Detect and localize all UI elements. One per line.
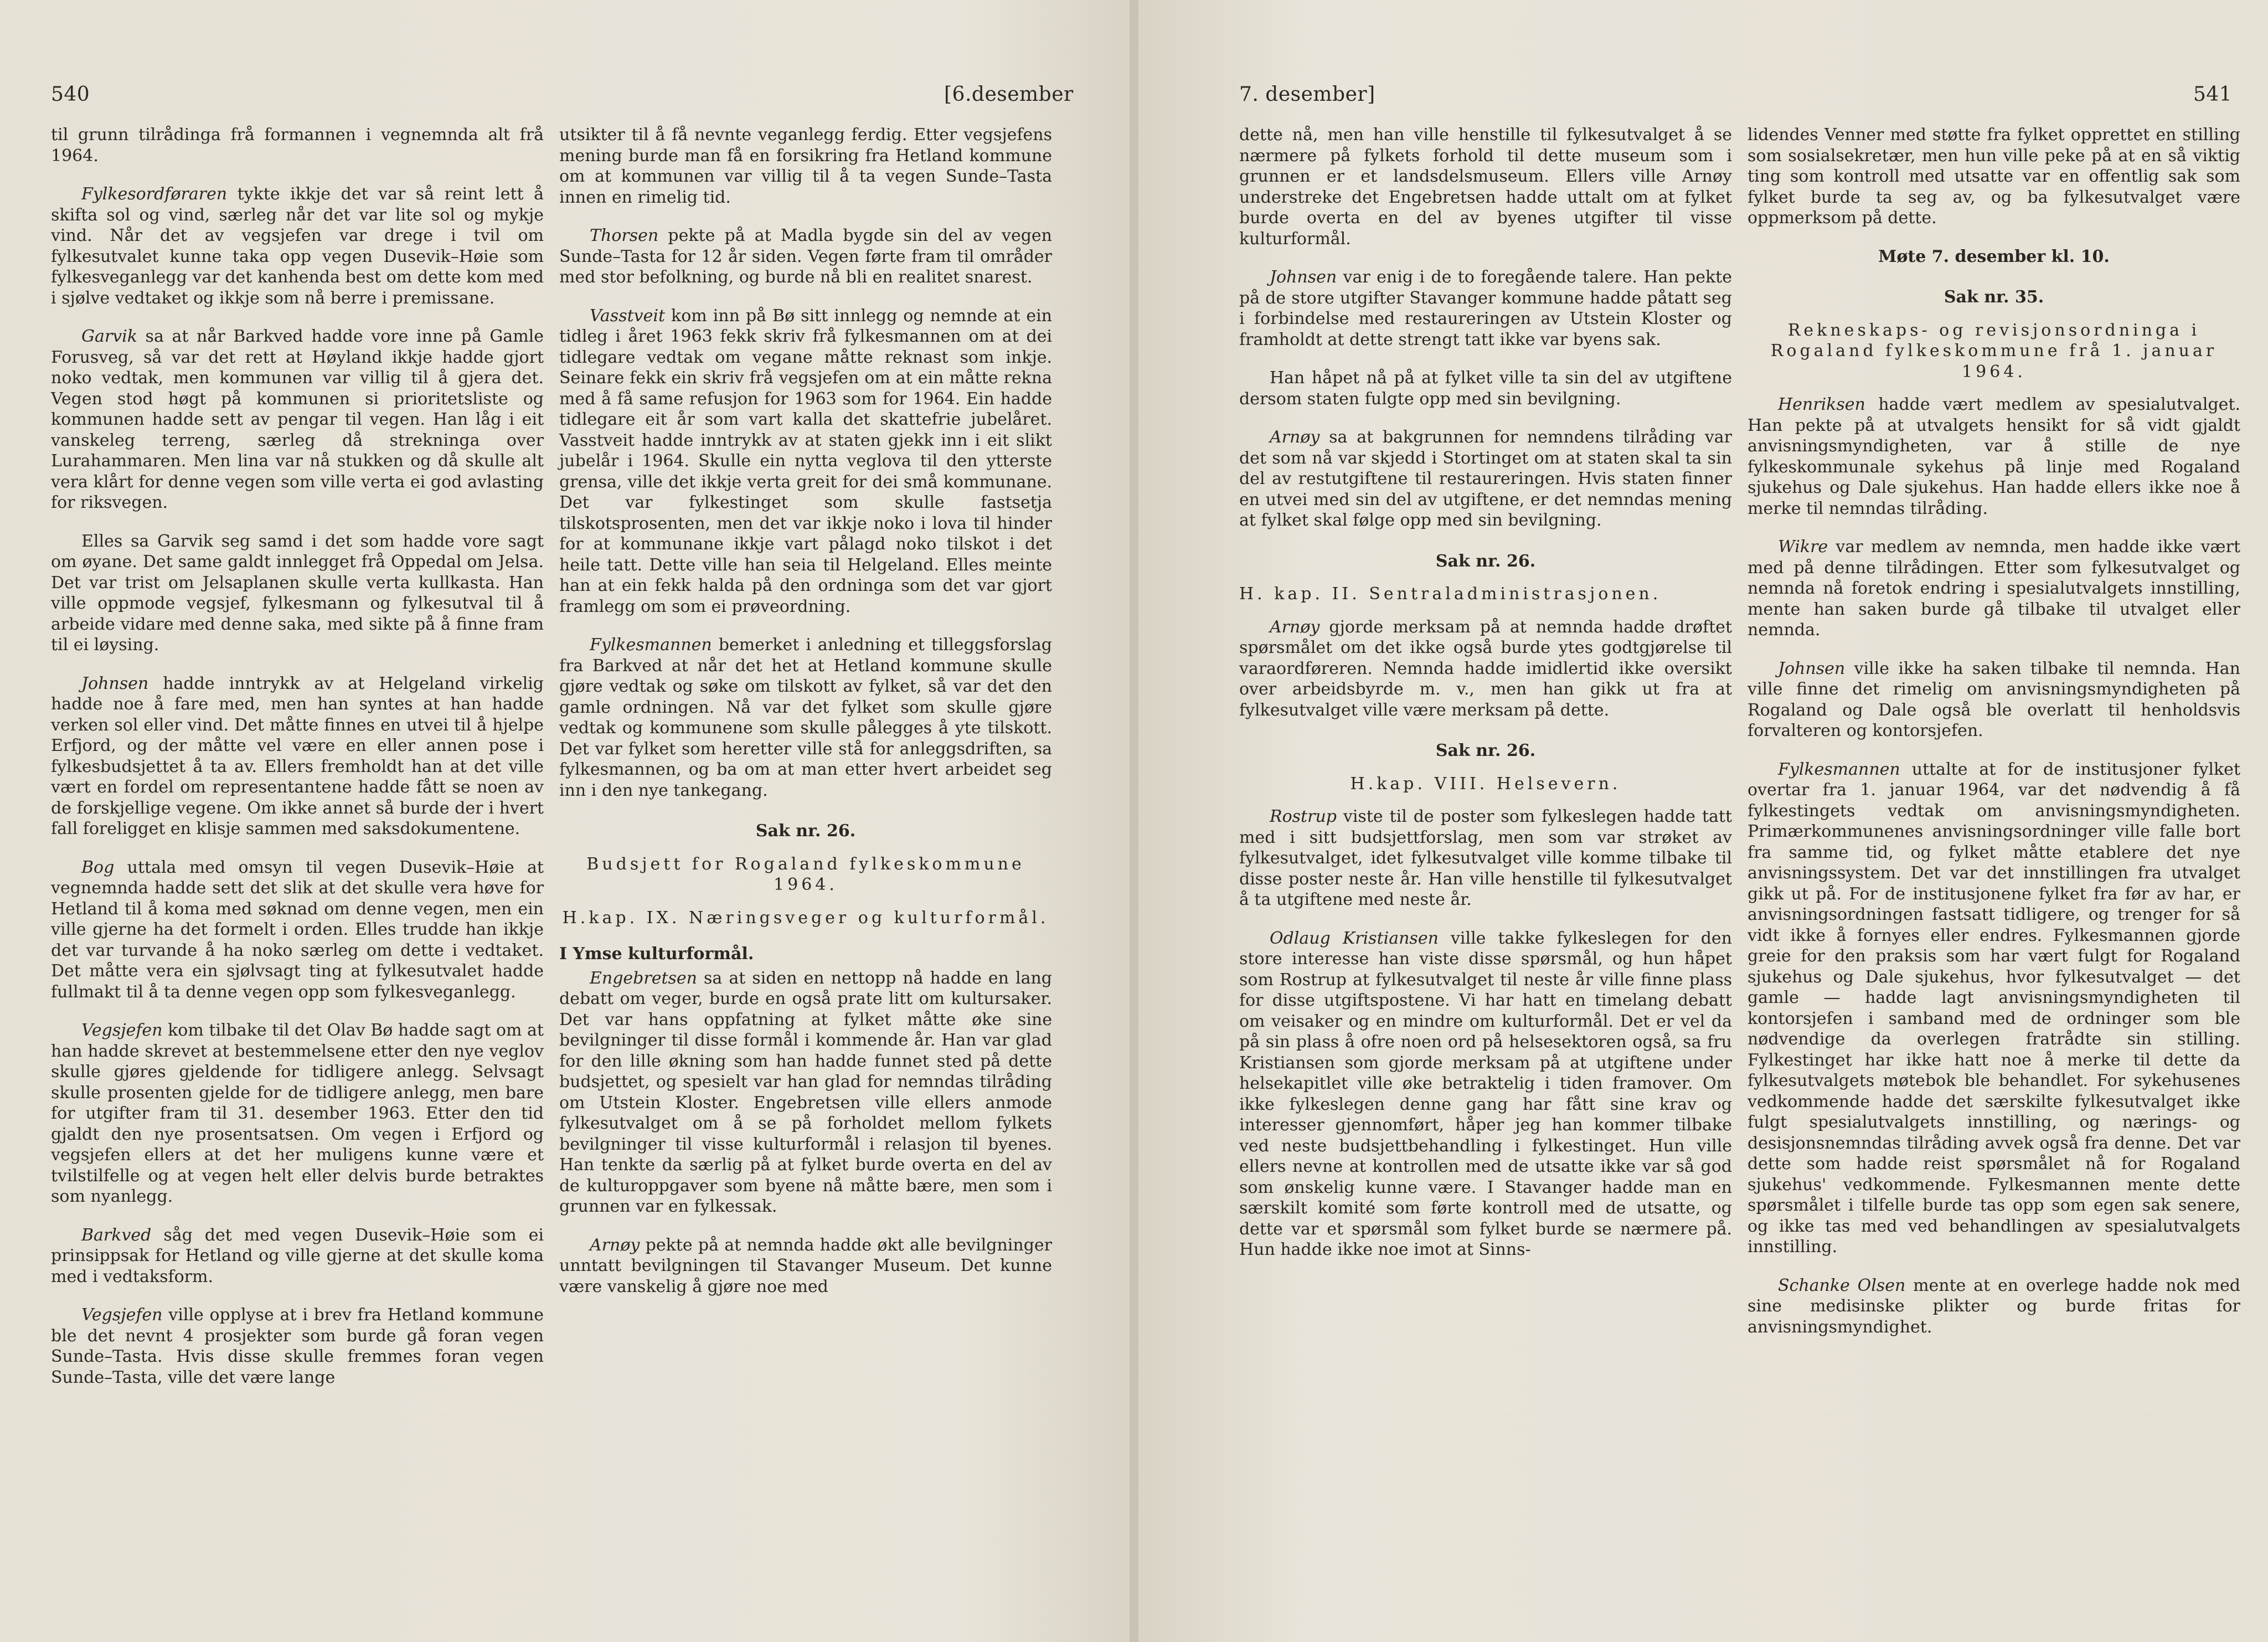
speaker-name: Arnøy: [590, 1235, 640, 1255]
paragraph: [51, 673, 544, 840]
page-number-left: 540: [51, 83, 90, 106]
paragraph: [1748, 759, 2240, 1258]
chapter-title-3: H.kap. VIII. Helsevern.: [1350, 774, 1621, 794]
paragraph-text: tykte ikkje det var så reint lett å skifta sol og vind, særleg når det var lite sol og mykje vind. Når det av vegsjefen var drege i tvil om fylkesutvalet kunne taka opp vegen Dusevik–Høie som fylkesveganlegg var det kanhenda best om dette kom med i sjølve vedtaket og ikkje som nå berre i premissane.: [51, 184, 544, 308]
paragraph-text: hadde inntrykk av at Helgeland virkelig hadde noe å fare med, men han syntes at han hadde verken sol eller vind. Det måtte finnes en utvei til å hjelpe Erfjord, og der måtte vel være en eller annen pose i fylkesbudsjettet å ta av. Ellers fremholdt han at det ville vært en fordel om representantene hadde fått se noen av de forskjellige vegene. Om ikke annet så burde der i hvert fall foreligget en klisje sammen med saksdokumentene.: [51, 673, 544, 838]
paragraph-text: sa at når Barkved hadde vore inne på Gamle Forusveg, så var det rett at Høyland ikkje hadde gjort noko vedtak, men kommunen var villig til å gjera det. Vegen stod høgt på kommunen si prioritetsliste og kommunen hadde sett av pengar til vegen. Han låg i eit vanskeleg terreng, særleg då strekninga over Lurahammaren. Men lina var nå stukken og då skulle alt vera klårt for denne vegen som ville verta ei god avlasting for riksvegen.: [51, 327, 544, 512]
speaker-name: Fylkesmannen: [1778, 759, 1900, 779]
paragraph-text: bemerket i anledning et tilleggsforslag fra Barkved at når det het at Hetland kommune skulle gjøre vedtak og søke om tilskott av fylket, så var det den gamle ordningen. Nå var det fylket som skulle gjøre vedtak og kommunene som skulle pålegges å yte tilskott. Det var fylket som heretter ville stå for anleggsdriften, sa fylkesmannen, og ba om at man etter hvert arbeidet seg inn i den nye tankegang.: [559, 635, 1052, 800]
speaker-name: Schanke Olsen: [1778, 1275, 1906, 1295]
paragraph-text: kom tilbake til det Olav Bø hadde sagt om at han hadde skrevet at bestemmelsene etter den nye veglov skulle gjøres gjeldende for tidligere anlegg. Selvsagt skulle prosenten gjelde for de tidligere anlegg, men bare for utgifter fram til 31. desember 1963. Etter den tid gjaldt den nye prosentsatsen. Om vegen i Erfjord og vegsjefen ellers at det her muligens kunne være et tvilstilfelle og at vegen helt eller delvis burde betraktes som nyanlegg.: [51, 1021, 544, 1206]
column-4-part-a: [1748, 125, 2240, 229]
paragraph-text: utsikter til å få nevnte veganlegg ferdig. Etter vegsjefens mening burde man få en forsikring fra Hetland kommune om at kommunen var villig til å ta vegen Sunde–Tasta innen en rimelig tid.: [559, 125, 1052, 207]
paragraph-text: ville ikke ha saken tilbake til nemnda. Han ville finne det rimelig om anvisningsmyndigheten på Rogaland og Dale også ble overlatt til henholdsvis forvalteren og kontorsjefen.: [1748, 658, 2240, 740]
book-gutter: [1130, 0, 1138, 1642]
speaker-name: Vasstveit: [590, 306, 665, 326]
sak-heading-3: Sak nr. 26.: [1435, 741, 1536, 760]
meeting-heading: Møte 7. desember kl. 10.: [1878, 246, 2110, 266]
paragraph: [51, 1020, 544, 1207]
speaker-name: Fylkesordføraren: [81, 184, 228, 204]
paragraph-text: sa at bakgrunnen for nemndens tilråding var det som nå var skjedd i Stortinget om at staten skal ta sin del av restutgiftene til restaureringen. Hvis staten finner en utvei med sin del av utgiftene, er det nemndas mening at fylket skal følge opp med sin bevilgning.: [1239, 428, 1732, 530]
column-3-part-c: [1239, 806, 1732, 1260]
speaker-name: Barkved: [81, 1225, 152, 1245]
paragraph-text: hadde vært medlem av spesialutvalget. Han pekte på at utvalgets hensikt for så vidt gjaldt anvisningsmyndigheten, var å stille de nye fylkeskommunale sykehus på linje med Rogaland sjukehus og Dale sjukehus. Han hadde ellers ikke noe å merke til nemndas tilråding.: [1748, 395, 2240, 518]
column-2-part-b: [559, 968, 1052, 1298]
paragraph-text: uttala med omsyn til vegen Dusevik–Høie at vegnemnda hadde sett det slik at det skulle vera høve for Hetland til å koma med søknad om denne vegen, men ein ville gjerne ha det formelt i orden. Elles trudde han ikkje det var turvande å ha noko særleg om dette i vedtaket. Det måtte vera ein sjølvsagt ting at fylkesutvalet hadde fullmakt til å ta denne vegen opp som fylkesveganlegg.: [51, 857, 544, 1002]
column-2: [559, 125, 1052, 1315]
paragraph-text: sa at siden en nettopp nå hadde en lang debatt om veger, burde en også prate litt om kultursaker. Det var hans oppfatning at fylket måtte øke sine bevilgninger til disse formål i kommende år. Han var glad for den lille økning som han hadde funnet sted på dette budsjettet, og spesielt var han glad for nemndas tilråding om Utstein Kloster. Engebretsen ville ellers anmode fylkesutvalget om å se på forholdet mellom fylkets bevilgninger til visse kulturformål i relasjon til byenes. Han tenkte da særlig på at fylket burde overta en del av de kulturoppgaver som byene nå måtte bære, men som i grunnen var en fylkessak.: [559, 968, 1052, 1216]
paragraph: [1748, 125, 2240, 229]
paragraph-text: Elles sa Garvik seg samd i det som hadde vore sagt om øyane. Det same galdt innlegget frå Oppedal om Jelsa. Det var trist om Jelsaplanen skulle verta kullkasta. Han ville oppmode vegsjef, fylkesmann og fylkesutval til å arbeide vidare med denne saka, med sikte på å finne fram til ei løysing.: [51, 531, 544, 655]
paragraph-text: uttalte at for de institusjoner fylket overtar fra 1. januar 1964, var det nødvendig å få fylkestingets vedtak om anvisningsmyndigheten. Primærkommunenes anvisningsordninger ville falle bort fra samme tid, og fylket måtte etablere det nye anvisningssystem. Det var det innstillingen fra utvalget gikk ut på. For de institusjonene fylket fra før av har, er anvisningsordningen fastsatt tidligere, og trenger for så vidt ikke å fornyes eller endres. Fylkesmannen gjorde greie for den praksis som har vært fulgt for Rogaland sjukehus og Dale sjukehus, hvor fylkesutvalget — det gamle — hadde lagt anvisningsmyndigheten til kontorsjefen i samband med de ordninger som ble nødvendige da overlegen fratrådte sin stilling. Fylkestinget har ikke hatt noe å merke til dette da fylkesutvalgets møtebok ble behandlet. For sykehusenes vedkommende hadde det særskilte fylkesutvalget ikke fulgt spesialutvalgets innstilling, og nærings- og desisjonsnemndas tilråding avvek også fra denne. Det var dette som hadde reist spørsmålet nå for Rogaland sjukehus' vedkommende. Fylkesmannen mente dette spørsmålet i tilfelle burde tas opp som egen sak senere, og ikke tas med ved behandlingen av spesialutvalgets innstilling.: [1748, 759, 2240, 1257]
speaker-name: Thorsen: [590, 226, 659, 245]
paragraph: [559, 225, 1052, 288]
paragraph: [51, 1305, 544, 1388]
paragraph: [51, 531, 544, 656]
sak-35-heading: Sak nr. 35.: [1944, 287, 2044, 307]
paragraph: [1239, 806, 1732, 910]
paragraph-text: lidendes Venner med støtte fra fylket opprettet en stilling som sosialsekretær, men hun ville peke på at en så viktig ting som kontroll med utsatte var en offentlig sak som fylket burde ta seg av, og ba fylkesutvalget være oppmerksom på dette.: [1748, 125, 2240, 228]
budget-title: Budsjett for Rogaland fylkeskommune 1964.: [586, 854, 1025, 894]
paragraph: [51, 857, 544, 1003]
paragraph: [1748, 1275, 2240, 1338]
paragraph-text: gjorde merksam på at nemnda hadde drøftet spørsmålet om det ikke også burde ytes godtgjørelse til varaordføreren. Nemnda hadde imidlertid ikke oversikt over arbeidsbyrde m. v., men han gikk ut fra at fylkesutvalget ville være merksam på dette.: [1239, 617, 1732, 720]
running-head-left: [6.desember: [944, 83, 1074, 106]
column-3-part-b: [1239, 617, 1732, 721]
chapter-title: H.kap. IX. Næringsveger og kulturformål.: [562, 908, 1049, 928]
column-4: [1748, 125, 2240, 1355]
paragraph: [1239, 928, 1732, 1260]
paragraph-text: viste til de poster som fylkeslegen hadde tatt med i sitt budsjettforslag, men som var strøket av fylkesutvalget, idet fylkesutvalget ville komme tilbake til disse poster neste år. Han ville henstille til fylkesutvalget å ta utgiftene med neste år.: [1239, 807, 1732, 909]
speaker-name: Vegsjefen: [81, 1305, 163, 1325]
paragraph-text: såg det med vegen Dusevik–Høie som ei prinsippsak for Hetland og ville gjerne at det skulle koma med i vedtaksform.: [51, 1225, 544, 1286]
paragraph: [559, 306, 1052, 617]
chapter-title-2: H. kap. II. Sentraladministrasjonen.: [1239, 584, 1662, 604]
left-page: [0, 0, 1130, 1642]
column-2-part-a: [559, 125, 1052, 801]
speaker-name: Arnøy: [1270, 617, 1320, 637]
paragraph-text: ville takke fylkeslegen for den store interesse han viste disse spørsmål, og hun håpet som Rostrup at fylkesutvalget til neste år ville finne plass for disse utgiftspostene. Vi har hatt en timelang debatt om veisaker og en mindre om kulturformål. Det er vel da på sin plass å ofre noen ord på helsesektoren også, sa fru Kristiansen som gjorde merksam på at utgiftene under helsekapitlet ville øke betraktelig i tiden framover. Om ikke fylkeslegen denne gang har fått sine krav og interesser gjennomført, håper jeg han kommer tilbake ved neste budsjettbehandling i fylkestinget. Hun ville ellers nevne at kontrollen med de utsatte ikke var så god som ønskelig kunne være. I Stavanger hadde man en særskilt komité som førte kontroll med de utsatte, og dette var et spørsmål som fylket burde se nærmere på. Hun hadde ikke noe imot at Sinns-: [1239, 928, 1733, 1259]
subheading: I Ymse kulturformål.: [559, 944, 754, 964]
paragraph-text: kom inn på Bø sitt innlegg og nemnde at ein tidleg i året 1963 fekk skriv frå fylkesmannen om at dei tidlegare vedtak om vegane måtte reknast som inkje. Seinare fekk ein skriv frå vegsjefen om at ein måtte rekna med å få same refusjon for 1963 som for 1964. Ein hadde tidlegare eit år som vart kalla det skattefrie jubelåret. Vasstveit hadde inntrykk av at staten gjekk inn i eit slikt jubelår i 1964. Skulle ein nytta veglova til den ytterste grensa, ville det ikkje verta greit for dei små kommunane. Det var fylkestinget som skulle fastsetja tilskotsprosenten, men det var ikkje noko i lova til hinder for at kommunane ikkje vart pålagd noko tilskot i det heile tatt. Dette ville han seia til Helgeland. Elles meinte han at ein fekk halda på den ordninga som det var gjort framlegg om som ei prøveordning.: [559, 306, 1052, 616]
speaker-name: Engebretsen: [590, 968, 698, 988]
speaker-name: Odlaug Kristiansen: [1270, 928, 1439, 948]
speaker-name: Henriksen: [1778, 395, 1865, 414]
speaker-name: Johnsen: [1270, 267, 1337, 287]
paragraph: [51, 184, 544, 308]
paragraph-text: var enig i de to foregående talere. Han pekte på de store utgifter Stavanger kommune hadde påtatt seg i forbindelse med restaureringen av Utstein Kloster og framholdt at dette strengt tatt ikke var byens sak.: [1239, 267, 1732, 349]
speaker-name: Rostrup: [1270, 807, 1337, 826]
paragraph: [1748, 537, 2240, 641]
paragraph: [1239, 267, 1732, 350]
sak-heading: Sak nr. 26.: [755, 821, 856, 841]
sak-heading-2: Sak nr. 26.: [1435, 551, 1536, 571]
paragraph-text: dette nå, men han ville henstille til fylkesutvalget å se nærmere på fylkets forhold til dette museum som i grunnen er et landsdelsmuseum. Ellers ville Arnøy understreke det Engebretsen hadde uttalt om at fylket burde overta en del av byenes utgifter til visse kulturformål.: [1239, 125, 1732, 249]
paragraph: [1239, 617, 1732, 721]
speaker-name: Bog: [81, 857, 115, 877]
running-head-right: 7. desember]: [1239, 83, 1375, 106]
paragraph-text: pekte på at Madla bygde sin del av vegen Sunde–Tasta for 12 år siden. Vegen førte fram til områder med stor befolkning, og burde nå bli en realitet snarest.: [559, 226, 1052, 287]
paragraph: [1748, 658, 2240, 742]
sak-35-title: Rekneskaps- og revisjonsordninga i Rogaland fylkeskommune frå 1. januar 1964.: [1770, 320, 2218, 382]
paragraph: [559, 1235, 1052, 1298]
speaker-name: Vegsjefen: [81, 1021, 163, 1040]
paragraph-text: til grunn tilrådinga frå formannen i vegnemnda alt frå 1964.: [51, 125, 544, 166]
speaker-name: Johnsen: [1778, 658, 1846, 678]
paragraph: [51, 326, 544, 513]
paragraph: [559, 968, 1052, 1217]
column-3: [1239, 125, 1732, 1278]
paragraph: [1239, 125, 1732, 249]
right-page: [1138, 0, 2268, 1642]
paragraph-text: mente at en overlege hadde nok med sine medisinske plikter og burde fritas for anvisningsmyndighet.: [1748, 1275, 2240, 1337]
paragraph: [51, 1225, 544, 1288]
speaker-name: Arnøy: [1270, 428, 1320, 447]
speaker-name: Wikre: [1778, 537, 1828, 557]
paragraph-text: ville opplyse at i brev fra Hetland kommune ble det nevnt 4 prosjekter som burde gå foran vegen Sunde–Tasta. Hvis disse skulle fremmes foran vegen Sunde–Tasta, ville det være lange: [51, 1305, 544, 1387]
paragraph: [1239, 427, 1732, 531]
column-4-part-b: [1748, 394, 2240, 1337]
speaker-name: Fylkesmannen: [590, 635, 712, 655]
paragraph-text: pekte på at nemnda hadde økt alle bevilgninger unntatt bevilgningen til Stavanger Museum. Det kunne være vanskelig å gjøre noe med: [559, 1235, 1052, 1296]
paragraph: [1239, 368, 1732, 409]
paragraph: [559, 635, 1052, 801]
paragraph: [51, 125, 544, 166]
paragraph: [1748, 394, 2240, 519]
column-1: [51, 125, 544, 1406]
speaker-name: Johnsen: [81, 673, 149, 693]
paragraph: [559, 125, 1052, 208]
paragraph-text: var medlem av nemnda, men hadde ikke vært med på denne tilrådingen. Etter som fylkesutvalget og nemnda nå foretok endring i spesialutvalgets innstilling, mente han saken burde gå tilbake til utvalget eller nemnda.: [1748, 537, 2240, 640]
speaker-name: Garvik: [81, 327, 137, 346]
page-number-right: 541: [2193, 83, 2233, 106]
column-3-part-a: [1239, 125, 1732, 531]
paragraph-text: Han håpet nå på at fylket ville ta sin del av utgiftene dersom staten fulgte opp med sin bevilgning.: [1239, 368, 1732, 409]
